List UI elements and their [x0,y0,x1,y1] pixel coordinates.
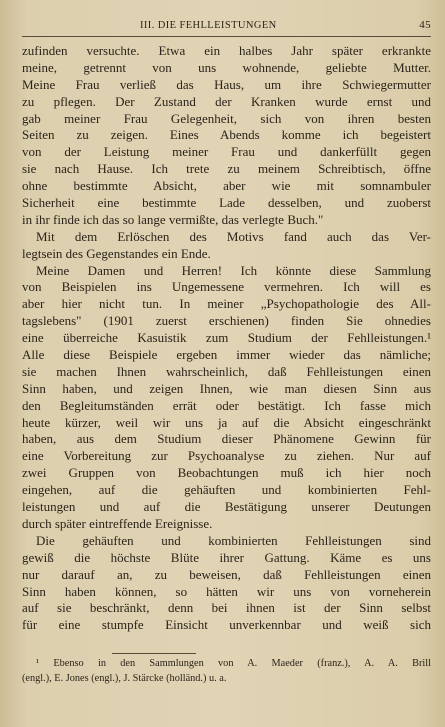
text-line: gewiß die höchste Blüte ihrer Gattung. Käme es uns [22,549,431,565]
text-line: Seiten zu zeigen. Eines Abends komme ich begeistert [22,127,431,143]
text-line: heute kürzer, weil wir uns ja auf die Absicht eingeschränkt [22,414,431,430]
footnote-line: ¹ Ebenso in den Sammlungen von A. Maeder (franz.), A. A. Brill [36,658,431,669]
text-line: eingehen, auf die gehäuften und kombinierten Fehl- [22,482,431,498]
text-line: von Beispielen ins Ungemessene vermehren. Ich will es [22,279,431,295]
text-line: in ihr finde ich das so lange vermißte, das verlegte Buch." [22,211,324,227]
text-line: Alle diese Beispiele ergeben immer wieder das nämliche; [22,347,431,363]
text-line: Meine Frau verließ das Haus, um ihre Schwiegermutter [22,76,431,92]
paragraph-start: Die gehäuften und kombinierten Fehlleistungen sind [36,532,431,548]
footnote [22,657,431,686]
text-line: meine, getrennt von uns wohnende, geliebte Mutter. [22,59,431,75]
text-line: legtsein des Gegenstandes ein Ende. [22,245,211,261]
text-line: sie nach Hause. Ich trete zu meinem Schreibtisch, öffne [22,161,431,177]
text-line: gab meiner Frau Gelegenheit, sich von ihren besten [22,110,431,126]
text-line: eine Vorbereitung zur Psychoanalyse zu ziehen. Nur auf [22,448,431,464]
paragraph-start: Mit dem Erlöschen des Motivs fand auch das Ver- [36,228,431,244]
paragraph-start: Meine Damen und Herren! Ich könnte diese Sammlung [36,262,431,278]
text-line: durch später eintreffende Ereignisse. [22,515,213,531]
text-line: sie machen Ihnen wahrscheinlich, daß Fehlleistungen einen [22,363,431,379]
footnote-rule [112,653,196,654]
text-line: von der Leistung meiner Frau und dankerfüllt gegen [22,144,431,160]
text-line: leistungen und auf die Bestätigung unserer Deutungen [22,499,431,515]
text-line: eine überreiche Kasuistik zum Studium der Fehlleistungen.¹ [22,330,431,346]
text-line: nur darauf an, zu beweisen, daß Fehlleistungen einen [22,566,431,582]
chapter-title: III. DIE FEHLLEISTUNGEN [140,20,277,31]
text-line: Sicherheit eine bestimmte Lade desselben, und zuoberst [22,195,431,211]
text-line: ohne bestimmte Absicht, aber wie mit somnambuler [22,178,431,194]
text-line: aber hier nicht tun. In meiner „Psychopathologie des All- [22,296,431,312]
body-text [22,43,431,634]
text-line: Sinn haben, und zeigen Ihnen, wie man diesen Sinn aus [22,380,431,396]
page-number: 45 [419,19,431,31]
text-line: Sinn haben können, so hätten wir uns von vorneherein [22,583,431,599]
text-line: auf sie beschränkt, denn bei ihnen ist der Sinn selbst [22,600,431,616]
text-line: zufinden versuchte. Etwa ein halbes Jahr später erkrankte [22,43,431,58]
text-line: zwei Gruppen von Beobachtungen muß ich hier noch [22,465,431,481]
text-line: haben, aus dem Studium dieser Phänomene Gewinn für [22,431,431,447]
footnote-line: (engl.), E. Jones (engl.), J. Stärcke (holländ.) u. a. [22,672,227,684]
text-line: für eine stumpfe Einsicht unverkennbar und weiß sich [22,617,431,633]
text-line: tagslebens" (1901 zuerst erschienen) finden Sie ohnedies [22,313,431,329]
text-line: den Begleitumständen errät oder bestätigt. Ich fasse mich [22,397,431,413]
running-header [22,18,431,36]
text-line: zu pflegen. Der Zustand der Kranken wurde ernst und [22,93,431,109]
header-rule [22,36,431,37]
